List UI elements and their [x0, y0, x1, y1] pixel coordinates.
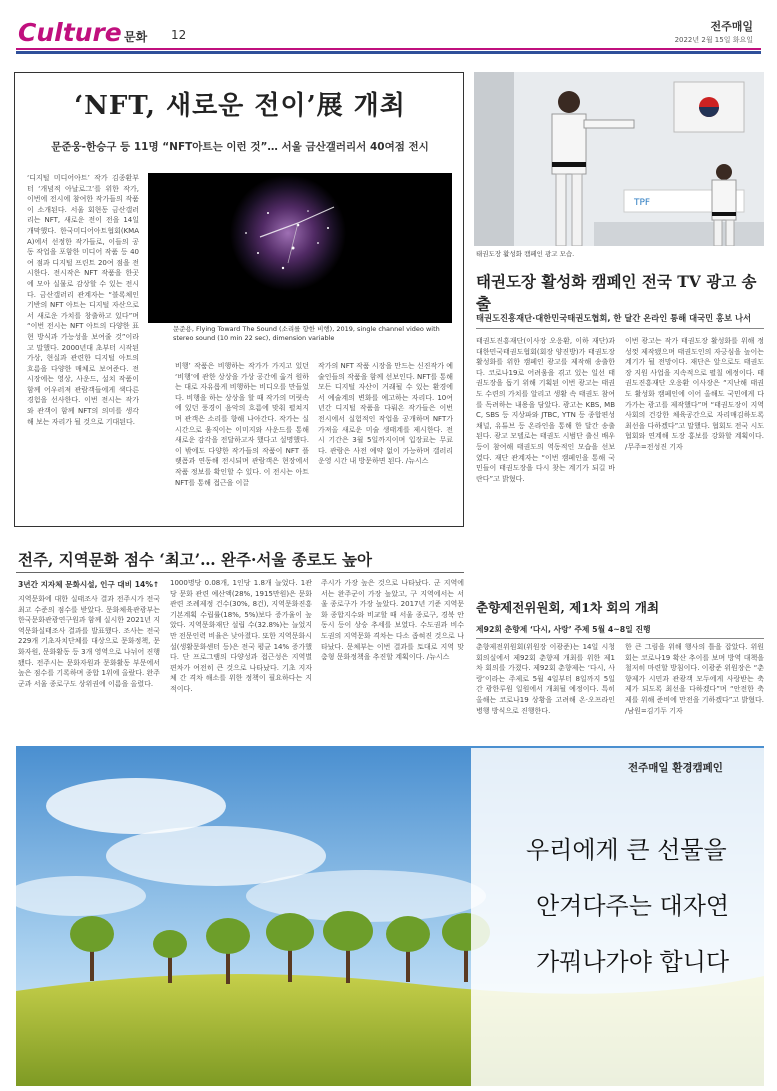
nft-headline: ‘NFT, 새로운 전이’展 개최: [74, 91, 406, 121]
culture-score-body-col1: 지역문화에 대한 실태조사 결과 전주시가 전국 최고 수준의 점수를 받았다. 문화체육관광부는 한국문화관광연구원과 함께 실시한 2021년 지역문화실태조사 결과를 발표했다. 조사는 전국 229개 기초자치단체를 대상으로 문화정책, 문화자원, 문화활동 등 3개 영역으로 나뉘어 진행됐다. 전주시는 문화자원과 문화활동 부문에서 높은 점수를 기록하며 종합 1위에 올랐다. 완주군과 서울 종로구도 상위권에 이름을 올렸다.: [18, 595, 160, 688]
issue-date: 2022년 2월 15일 화요일: [674, 36, 753, 44]
paper-name: 전주매일: [710, 20, 753, 33]
ad-campaign-label: 전주매일 환경캠페인: [628, 762, 723, 774]
nft-article: [14, 72, 464, 527]
header-rule-blue: [16, 51, 761, 54]
nft-body-col2: 비행’ 작품은 비행하는 작가가 가지고 있던 ‘비행’에 관한 상상을 가상 공간에 옮겨 원하는 대로 자유롭게 비행하는 비디오를 만들었다. 비행을 하는 상상을 할 때 작가의 머릿속에 있던 풍경이 음악의 흐름에 맞춰 펼쳐지며 관객은 소리를 향해 나아간다. 작가는 실시간으로 움직이는 이미지와 사운드를 통해 새로운 감각을 전달하고자 했다고 설명했다. 이 밖에도 다양한 작가들의 작품이 NFT 플랫폼과 연동해 전시되며 관람객은 현장에서 작품 정보를 확인할 수 있다. 이 전시는 아트 NFT를 통해 접근을 이끌: [175, 362, 309, 487]
environment-ad: [16, 746, 764, 1086]
nft-artwork-image: [148, 173, 452, 323]
chunhyang-subheadline: 제92회 춘향제 ‘다시, 사랑’ 주제 5월 4~8일 진행: [476, 625, 651, 634]
section-header: [16, 18, 761, 52]
taekwondo-subheadline: 태권도진흥재단·대한민국태권도협회, 한 달간 온라인 통해 대국민 홍보 나서: [476, 313, 751, 323]
ad-copy-line3: 가꿔나가야 합니다: [536, 948, 730, 976]
taekwondo-photo-caption: 태권도장 활성화 캠페인 광고 모습.: [476, 250, 575, 258]
chunhyang-body-col1: 춘향제전위원회(위원장 이광준)는 14일 시청 회의실에서 제92회 춘향제 개최를 위한 제1차 회의를 가졌다. 제92회 춘향제는 ‘다시, 사랑’이라는 주제로 5월 4일부터 8일까지 5일간 광한루원 일원에서 개최될 예정이다. 특히 올해는 코로나19 상황을 고려해 온·오프라인 병행 방식으로 진행한다.: [476, 643, 615, 715]
culture-score-headline: 전주, 지역문화 점수 ‘최고’… 완주·서울 종로도 높아: [18, 550, 372, 569]
taekwondo-headline: 태권도장 활성화 캠페인 전국 TV 광고 송출: [476, 272, 757, 313]
culture-score-subheadline: 3년간 지자체 문화시설, 인구 대비 14%↑: [18, 580, 160, 589]
chunhyang-sub-rule: [476, 638, 764, 639]
chunhyang-body-col2: 한 큰 그림을 위해 행사의 틀을 잡았다. 위원회는 코로나19 확산 추이를 보며 방역 대책을 철저히 마련할 방침이다. 이광준 위원장은 “춘향제가 시민과 관광객 모두에게 사랑받는 축제가 되도록 최선을 다하겠다”며 “안전한 축제를 위해 준비에 만전을 기하겠다”고 밝혔다. /남원=김기두 기자: [625, 643, 764, 715]
section-title-en: Culture: [18, 18, 122, 47]
culture-score-body-col3: 주시가 가장 높은 것으로 나타났다. 군 지역에서는 완주군이 가장 높았고, 구 지역에서는 서울 종로구가 가장 높았다. 2017년 기준 지역문화 종합지수와 비교할 때 서울 종로구, 경북 안동시 등이 상승 추세를 보였다. 수도권과 비수도권의 지역문화 격차는 다소 좁혀진 것으로 나타났다. 문체부는 이번 결과를 토대로 지역 맞춤형 문화정책을 추진할 계획이다. /뉴시스: [321, 579, 464, 662]
taekwondo-photo: [474, 72, 764, 246]
nft-body-col3: 작가의 NFT 작품 시장을 만드는 신진작가 예술인들의 작품을 함께 선보인다. NFT를 통해 모든 디지털 자산이 거래될 수 있는 환경에서 예술계의 변화를 예고하는 자리다. 10여 년간 디지털 작품을 다뤄온 작가들은 이번 전시에서 실험적인 작업을 공개하며 NFT가 가져올 새로운 미술 생태계를 제시한다. 전시 기간은 3월 5일까지이며 입장료는 무료다. 관람은 사전 예약 없이 가능하며 갤러리 운영 시간 내 방문하면 된다. /뉴시스: [318, 362, 453, 466]
nft-subheadline: 문준웅-한승구 등 11명 “NFT아트는 이런 것”… 서울 금산갤러리서 40여점 전시: [51, 141, 429, 153]
nft-body-col1: ‘디지털 미디어아트’ 작가 김종환부터 ‘개념적 아날로그’를 위한 작가, 이번에 전시에 참여한 작가들의 작품이 소개된다. 서울 회현동 금산갤러리는 NFT, 새로운 전이 전을 14일 개막했다. 한국미디어아트협회(KMAA)에서 선정한 작가들로, 이들의 공동 작업을 포함한 미디어 작품 등 40여 점과 디지털 프린트 20여 점을 전시한다. 전시작은 NFT 작품을 한곳에 모아 실물로 감상할 수 있는 전시다. 금산갤러리 관계자는 “블록체인 기반의 NFT 아트는 디지털 자산으로서 새로운 가치를 창출하고 있다”며 “이번 전시는 NFT 아트의 다양한 표현 방식과 가능성을 보여줄 것”이라고 말했다. 2000년대 초부터 시작된 가상, 현실과 관련한 디지털 아트의 흐름을 다양한 매체로 보여준다. 전시장에는 영상, 사운드, 설치 작품이 함께 어우러져 관람객들에게 색다른 경험을 선사한다. 이번 전시는 작가와 관객이 함께 NFT의 의미를 생각해 보는 자리가 될 것으로 기대된다.: [27, 174, 139, 426]
chunhyang-headline: 춘향제전위원회, 제1차 회의 개최: [476, 600, 660, 615]
header-rule-pink: [16, 48, 761, 50]
section-title-ko: 문화: [124, 30, 148, 44]
nft-photo-caption: 문준용, Flying Toward The Sound (소리를 향한 비행), 2019, single channel video with stereo sound (10 min 22 sec), dimension variable: [173, 325, 440, 342]
culture-score-rule: [16, 572, 464, 573]
taekwondo-sub-rule: [476, 328, 764, 329]
ad-copy-line2: 안겨다주는 대자연: [536, 892, 730, 920]
taekwondo-image: [474, 72, 764, 246]
ad-copy-line1: 우리에게 큰 선물을: [526, 836, 727, 864]
svg-text:TPF: TPF: [634, 198, 651, 208]
taekwondo-body-col2: 이번 광고는 작가 태권도장 활성화를 위해 정성껏 제작됐으며 태권도인의 자긍심을 높이는 계기가 될 전망이다. 재단은 앞으로도 태권도장 지원 사업을 지속적으로 펼칠 예정이다. 태권도진흥재단 오응환 이사장은 “지난해 태권도 활성화 캠페인에 이어 올해도 국민에게 다가가는 광고를 제작했다”며 “태권도장이 지역사회의 건강한 체육공간으로 자리매김하도록 최선을 다하겠다”고 말했다. 협회도 전국 시도협회와 연계해 도장 홍보를 강화할 계획이다. /무주=전성진 기자: [625, 337, 764, 451]
taekwondo-body-col1: 태권도진흥재단(이사장 오응환, 이하 재단)과 대한민국태권도협회(회장 양진방)가 태권도장 활성화를 위한 캠페인 광고를 제작해 송출한다. 코로나19로 어려움을 겪고 있는 일선 태권도장을 돕기 위해 기획된 이번 광고는 태권도 수련의 가치를 알리고 생활 속 태권도 참여를 독려하는 내용을 담았다. 광고는 KBS, MBC, SBS 등 지상파와 JTBC, YTN 등 종합편성채널, 유튜브 등 온라인을 통해 한 달간 송출된다. 광고 모델로는 태권도 시범단 출신 배우 등이 참여해 태권도의 역동적인 모습을 선보였다. 재단 관계자는 “이번 캠페인을 통해 국민들이 태권도장을 다시 찾는 계기가 되길 바란다”고 밝혔다.: [476, 337, 615, 483]
nft-artwork-photo: [148, 173, 452, 323]
page-number: 12: [171, 28, 187, 42]
culture-score-body-col2: 1000명당 0.08개, 1인당 1.8개 늘었다. 1관당 문화 관련 예산액(28%, 1915만원)은 문화 관련 조례제정 건수(30%, 8건), 지역문화진흥 기본계획 수립률(18%, 5%)보다 증가율이 높았다. 지역문화재단 설립 수(32.8%)는 늘었지만 전문인력 비율은 낮아졌다. 또한 지역문화시설(생활문화센터 등)은 전국 평균 14% 증가했다. 단 프로그램의 다양성과 접근성은 지역별 편차가 여전히 큰 것으로 나타났다. 기초 지자체 간 격차 해소를 위한 정책이 필요하다는 지적이다.: [170, 579, 312, 693]
